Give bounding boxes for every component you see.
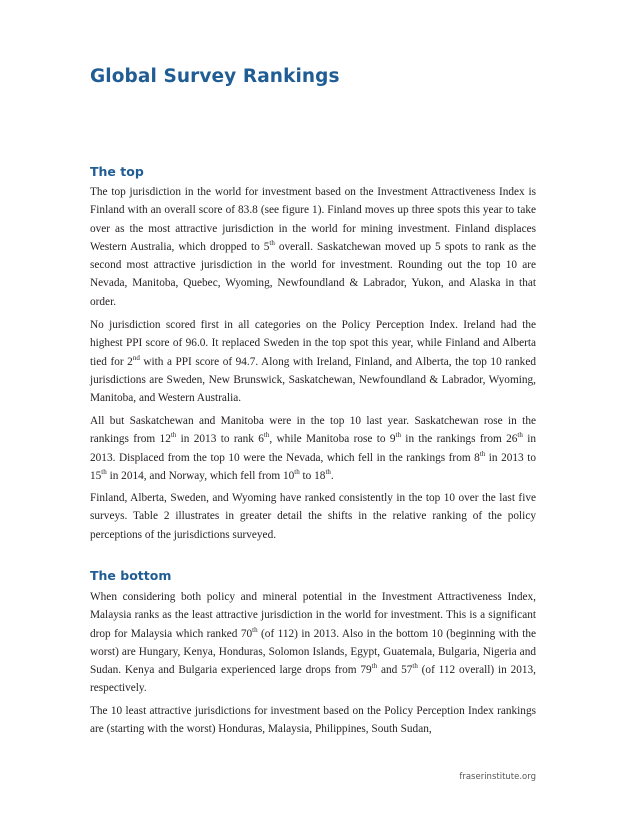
paragraph: All but Saskatchewan and Manitoba were in the top 10 last year. Saskatchewan rose in the rankings from 12th in 2013 to rank 6th, while Manitoba rose to 9th in the rankings from 26th in 2013. Displaced from the top 10 were the Nevada, which fell in the rankings from 8th in 2013 to 15th in 2014, and Norway, which fell from 10th to 18th.	[90, 415, 537, 482]
paragraph: The top jurisdiction in the world for investment based on the Investment Attractiveness Index is Finland with an overall score of 83.8 (see figure 1). Finland moves up three spots this year to take over as the most attractive jurisdiction in the world for mining investment. Finland displaces Western Australia, which dropped to 5th overall. Saskatchewan moved up 5 spots to rank as the second most attractive jurisdiction in the world for investment. Rounding out the top 10 are Nevada, Manitoba, Quebec, Wyoming, Newfoundland & Labrador, Yukon, and Alaska in that order.	[90, 186, 536, 308]
ordinal-suffix: th	[479, 449, 486, 458]
paragraph: When considering both policy and mineral potential in the Investment Attractiveness Index, Malaysia ranks as the least attractive jurisdiction in the world for investment. This is a significant drop for Malaysia which ranked 70th (of 112) in 2013. Also in the bottom 10 (beginning with the worst) are Hungary, Kenya, Honduras, Solomon Islands, Egypt, Guatemala, Bulgaria, Nigeria and Sudan. Kenya and Bulgaria experienced large drops from 79th and 57th (of 112 overall) in 2013, respectively.	[90, 591, 536, 695]
section-heading-top: The top	[90, 164, 144, 179]
paragraph: Finland, Alberta, Sweden, and Wyoming have ranked consistently in the top 10 over the last five surveys. Table 2 illustrates in greater detail the shifts in the relative ranking of the policy perceptions of the jurisdictions surveyed.	[90, 492, 536, 541]
ordinal-suffix: th	[412, 662, 418, 671]
ordinal-suffix: nd	[132, 353, 140, 362]
ordinal-suffix: th	[395, 431, 401, 440]
page-title: Global Survey Rankings	[90, 66, 340, 87]
ordinal-suffix: th	[325, 468, 331, 477]
ordinal-suffix: th	[263, 431, 270, 440]
ordinal-suffix: th	[294, 468, 300, 477]
paragraph: No jurisdiction scored first in all categories on the Policy Perception Index. Ireland had the highest PPI score of 96.0. It replaced Sweden in the top spot this year, while Finland and Alberta tied for 2nd with a PPI score of 94.7. Along with Ireland, Finland, and Alberta, the top 10 ranked jurisdictions are Sweden, New Brunswick, Saskatchewan, Newfoundland & Labrador, Wyoming, Manitoba, and Western Australia.	[90, 319, 536, 405]
section-heading-bottom: The bottom	[90, 568, 172, 583]
ordinal-suffix: th	[252, 625, 258, 634]
ordinal-suffix: th	[371, 662, 378, 671]
footer-url: fraserinstitute.org	[459, 772, 536, 782]
ordinal-suffix: th	[170, 431, 177, 440]
paragraph: The 10 least attractive jurisdictions for investment based on the Policy Perception Index rankings are (starting with the worst) Honduras, Malaysia, Philippines, South Sudan,	[90, 705, 536, 736]
ordinal-suffix: th	[517, 431, 523, 440]
ordinal-suffix: th	[101, 468, 107, 477]
ordinal-suffix: th	[269, 239, 275, 248]
